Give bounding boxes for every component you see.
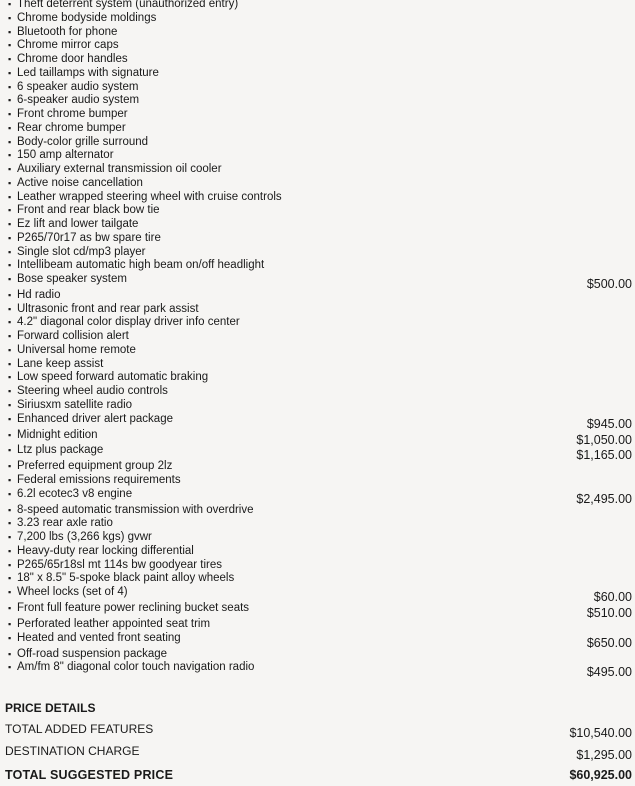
feature-item [8,330,632,344]
feature-item [8,259,632,273]
bullet-icon: ▪ [8,461,12,472]
bullet-icon: ▪ [8,191,12,202]
bullet-icon: ▪ [8,603,12,614]
feature-name: P265/65r18sl mt 114s bw goodyear tires [17,558,222,571]
feature-name: Auxiliary external transmission oil cooler [17,163,222,175]
feature-item [8,94,632,108]
bullet-icon: ▪ [8,399,12,410]
feature-name: Bose speaker system [17,273,127,285]
feature-name: Chrome mirror caps [17,39,119,52]
bullet-icon: ▪ [8,386,12,397]
feature-name: Forward collision alert [17,330,129,343]
price-details [5,699,632,782]
feature-name: Wheel locks (set of 4) [17,586,128,599]
feature-item [8,632,632,648]
bullet-icon: ▪ [8,232,12,243]
bullet-icon: ▪ [8,662,12,673]
bullet-icon: ▪ [8,81,12,92]
feature-item [8,149,632,163]
feature-name: Enhanced driver alert package [17,412,173,425]
bullet-icon: ▪ [8,177,12,188]
bullet-icon: ▪ [8,317,12,328]
feature-item [8,81,632,95]
feature-name: Rear chrome bumper [17,121,126,134]
feature-item [8,559,632,573]
feature-name: Hd radio [17,288,61,301]
feature-name: Ltz plus package [17,444,104,457]
feature-name: Front chrome bumper [17,108,128,120]
feature-item [8,385,632,399]
feature-list [8,0,632,680]
feature-item [8,488,632,504]
total-added-features-label: TOTAL ADDED FEATURES [5,722,154,736]
bullet-icon: ▪ [8,303,12,314]
feature-item [8,358,632,372]
feature-item [8,303,632,317]
feature-name: Steering wheel audio controls [17,385,168,398]
feature-item [8,545,632,559]
feature-item [8,136,632,150]
bullet-icon: ▪ [8,559,12,570]
feature-item [8,344,632,358]
bullet-icon: ▪ [8,632,12,643]
feature-item [8,53,632,67]
bullet-icon: ▪ [8,246,12,257]
feature-name: Am/fm 8" diagonal color touch navigation radio [17,661,255,674]
feature-name: 6 speaker audio system [17,80,139,93]
feature-name: 4.2" diagonal color display driver info center [17,316,240,329]
feature-item [8,572,632,586]
feature-item [8,474,632,488]
feature-name: Intellibeam automatic high beam on/off headlight [17,259,265,272]
bullet-icon: ▪ [8,164,12,174]
bullet-icon: ▪ [8,54,12,64]
feature-name: Federal emissions requirements [17,474,181,487]
destination-charge-row [5,744,632,764]
feature-name: Midnight edition [17,428,98,441]
feature-item [8,218,632,232]
bullet-icon: ▪ [8,26,12,37]
feature-name: Chrome door handles [17,53,128,65]
feature-item [8,460,632,474]
feature-name: Led taillamps with signature [17,66,159,79]
feature-item [8,122,632,136]
feature-item [8,163,632,177]
bullet-icon: ▪ [8,475,12,486]
bullet-icon: ▪ [8,358,12,369]
feature-name: P265/70r17 as bw spare tire [17,231,161,244]
feature-name: Ultrasonic front and rear park assist [17,302,199,315]
feature-name: Off-road suspension package [17,647,168,660]
feature-price: $650.00 [586,635,632,650]
bullet-icon: ▪ [8,372,12,383]
bullet-icon: ▪ [8,219,12,229]
bullet-icon: ▪ [8,136,12,147]
feature-name: Universal home remote [17,343,136,356]
total-added-features-row [5,722,632,742]
bullet-icon: ▪ [8,344,12,355]
bullet-icon: ▪ [8,488,12,499]
feature-price: $60.00 [593,590,632,605]
bullet-icon: ▪ [8,504,12,515]
feature-name: Body-color grille surround [17,135,149,148]
feature-item [8,0,632,12]
destination-charge-value: $1,295.00 [576,748,632,762]
bullet-icon: ▪ [8,445,12,456]
feature-name: Preferred equipment group 2lz [17,460,173,473]
feature-name: Single slot cd/mp3 player [17,245,146,258]
feature-name: 8-speed automatic transmission with overdrive [17,503,254,516]
feature-item [8,316,632,330]
feature-name: Siriusxm satellite radio [17,398,133,411]
feature-item [8,39,632,53]
bullet-icon: ▪ [8,0,12,9]
bullet-icon: ▪ [8,289,12,300]
feature-price: $500.00 [586,277,632,291]
feature-name: Leather wrapped steering wheel with cruise controls [17,190,282,203]
feature-item [8,531,632,545]
feature-name: 150 amp alternator [17,149,114,162]
feature-item [8,586,632,605]
bullet-icon: ▪ [8,648,12,659]
bullet-icon: ▪ [8,260,12,271]
feature-name: 6-speaker audio system [17,94,140,107]
feature-price: $510.00 [586,606,632,621]
bullet-icon: ▪ [8,331,12,342]
feature-name: Low speed forward automatic braking [17,371,209,384]
bullet-icon: ▪ [8,67,12,78]
feature-item [8,517,632,531]
feature-item [8,602,632,621]
feature-item [8,177,632,191]
feature-name: Front full feature power reclining bucket seats [17,602,250,615]
bullet-icon: ▪ [8,429,12,440]
feature-name: Bluetooth for phone [17,25,118,38]
feature-name: Perforated leather appointed seat trim [17,617,211,630]
bullet-icon: ▪ [8,573,12,584]
destination-charge-label: DESTINATION CHARGE [5,744,140,758]
total-added-features-value: $10,540.00 [569,726,632,740]
feature-item [8,648,632,662]
price-details-header: PRICE DETAILS [5,701,96,715]
feature-item [8,399,632,413]
feature-item [8,504,632,518]
feature-name: Theft deterrent system (unauthorized entry) [17,0,239,10]
feature-name: 3.23 rear axle ratio [17,517,113,530]
feature-price: $1,165.00 [576,448,632,463]
feature-item [8,289,632,303]
feature-name: Heated and vented front seating [17,631,181,644]
total-suggested-price-row [5,768,632,786]
bullet-icon: ▪ [8,122,12,133]
feature-name: 6.2l ecotec3 v8 engine [17,487,133,500]
bullet-icon: ▪ [8,532,12,543]
bullet-icon: ▪ [8,150,12,161]
feature-item [8,371,632,385]
feature-item [8,12,632,26]
bullet-icon: ▪ [8,109,12,119]
feature-name: Chrome bodyside moldings [17,11,157,24]
feature-item [8,67,632,81]
total-suggested-price-label: TOTAL SUGGESTED PRICE [5,768,174,782]
feature-price: $2,495.00 [576,491,632,506]
bullet-icon: ▪ [8,587,12,598]
bullet-icon: ▪ [8,618,12,629]
feature-item [8,661,632,680]
feature-price: $1,050.00 [576,432,632,447]
feature-item [8,26,632,40]
bullet-icon: ▪ [8,274,12,284]
bullet-icon: ▪ [8,518,12,529]
feature-item [8,444,632,463]
feature-item [8,232,632,246]
bullet-icon: ▪ [8,413,12,424]
feature-item [8,191,632,205]
feature-price: $945.00 [586,416,632,431]
feature-name: Active noise cancellation [17,176,143,189]
bullet-icon: ▪ [8,545,12,556]
feature-item [8,429,632,445]
bullet-icon: ▪ [8,95,12,106]
bullet-icon: ▪ [8,12,12,23]
feature-name: Heavy-duty rear locking differential [17,544,194,557]
feature-item [8,246,632,260]
bullet-icon: ▪ [8,205,12,216]
feature-name: 7,200 lbs (3,266 kgs) gvwr [17,531,152,544]
feature-name: Ez lift and lower tailgate [17,218,139,230]
total-suggested-price-value: $60,925.00 [569,768,632,782]
feature-item [8,273,632,289]
feature-name: Lane keep assist [17,357,104,370]
feature-name: Front and rear black bow tie [17,204,160,217]
feature-item [8,618,632,632]
feature-price: $495.00 [586,665,632,680]
feature-item [8,108,632,122]
feature-item [8,413,632,429]
bullet-icon: ▪ [8,40,12,51]
feature-name: 18" x 8.5" 5-spoke black paint alloy wheels [17,572,235,585]
feature-item [8,204,632,218]
